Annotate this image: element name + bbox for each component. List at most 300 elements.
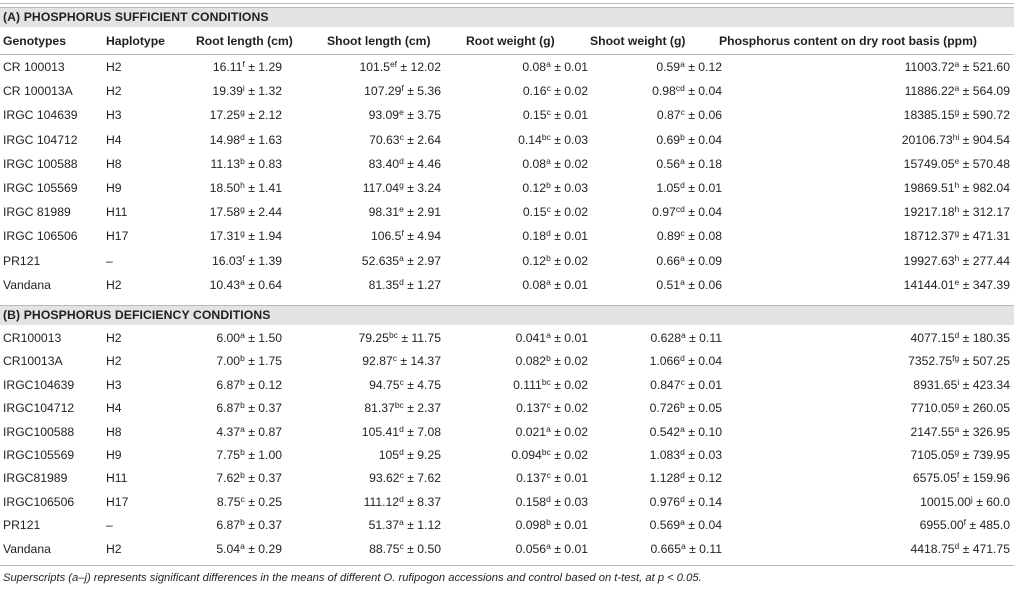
cell-error: ± 485.0 bbox=[966, 518, 1010, 533]
cell-superscript: bc bbox=[388, 330, 398, 340]
cell-superscript: g bbox=[240, 228, 245, 239]
cell-error: ± 2.91 bbox=[403, 205, 441, 220]
shoot-weight-cell bbox=[650, 444, 722, 467]
cell-mean: 105 bbox=[378, 448, 400, 462]
cell-mean: 11886.22 bbox=[904, 84, 955, 99]
shoot-length-cell bbox=[369, 153, 441, 176]
cell-superscript: a bbox=[954, 59, 960, 69]
root-weight-cell bbox=[511, 444, 588, 467]
cell-error: ± 0.03 bbox=[550, 181, 588, 195]
cell-superscript: a bbox=[240, 423, 245, 434]
cell-mean: 0.569 bbox=[649, 518, 681, 533]
cell-superscript: f bbox=[401, 228, 404, 239]
cell-error: ± 0.02 bbox=[550, 448, 588, 462]
cell-mean: 88.75 bbox=[369, 541, 400, 556]
cell-mean: 0.69 bbox=[656, 132, 681, 147]
cell-mean: 0.16 bbox=[522, 84, 547, 99]
cell-mean: 93.09 bbox=[368, 108, 400, 123]
genotype-cell: IRGC104639 bbox=[3, 377, 75, 392]
cell-error: ± 590.72 bbox=[959, 108, 1010, 123]
cell-superscript: f bbox=[963, 517, 967, 528]
cell-error: ± 0.02 bbox=[550, 424, 588, 439]
table-row bbox=[0, 327, 1014, 350]
header-shoot-weight: Shoot weight (g) bbox=[590, 34, 686, 48]
haplotype-cell: H4 bbox=[106, 132, 122, 147]
shoot-weight-cell bbox=[650, 327, 722, 350]
cell-superscript: g bbox=[954, 228, 960, 239]
cell-mean: 18712.37 bbox=[903, 229, 955, 244]
root-weight-cell bbox=[516, 467, 588, 490]
genotype-cell: IRGC100588 bbox=[3, 424, 75, 439]
cell-error: ± 0.29 bbox=[244, 541, 282, 556]
header-rule bbox=[0, 54, 1014, 55]
cell-mean: 0.847 bbox=[650, 377, 681, 392]
cell-superscript: b bbox=[680, 131, 685, 142]
genotype-cell: CR 100013 bbox=[3, 60, 65, 74]
cell-superscript: d bbox=[954, 330, 960, 340]
cell-superscript: a bbox=[240, 330, 245, 340]
cell-mean: 0.726 bbox=[649, 401, 681, 416]
cell-mean: 1.128 bbox=[649, 471, 681, 486]
cell-mean: 0.094 bbox=[511, 448, 542, 462]
root-weight-cell bbox=[516, 350, 588, 373]
cell-superscript: g bbox=[954, 400, 960, 411]
root-length-cell bbox=[216, 421, 282, 444]
cell-error: ± 0.04 bbox=[684, 132, 722, 147]
cell-error: ± 312.17 bbox=[959, 205, 1010, 220]
table-row bbox=[0, 250, 1014, 273]
cell-error: ± 0.06 bbox=[684, 277, 722, 292]
cell-error: ± 8.37 bbox=[403, 494, 441, 509]
phosphorus-cell bbox=[910, 538, 1010, 561]
cell-mean: 51.37 bbox=[368, 518, 400, 533]
shoot-weight-cell bbox=[650, 514, 722, 537]
cell-error: ± 0.03 bbox=[550, 132, 588, 147]
cell-superscript: d bbox=[680, 447, 685, 457]
root-weight-cell bbox=[516, 491, 588, 514]
cell-superscript: c bbox=[546, 400, 551, 411]
shoot-length-cell bbox=[359, 56, 441, 79]
root-weight-cell bbox=[522, 56, 588, 79]
cell-mean: 7.00 bbox=[216, 354, 241, 369]
haplotype-cell: – bbox=[106, 518, 113, 533]
cell-superscript: d bbox=[680, 180, 685, 190]
cell-mean: 0.082 bbox=[515, 354, 547, 369]
cell-superscript: b bbox=[240, 376, 245, 387]
cell-error: ± 326.95 bbox=[959, 424, 1010, 439]
cell-superscript: g bbox=[240, 107, 245, 118]
cell-error: ± 0.01 bbox=[550, 108, 588, 123]
phosphorus-cell bbox=[905, 80, 1010, 103]
cell-superscript: cd bbox=[675, 204, 685, 215]
cell-superscript: b bbox=[680, 400, 685, 411]
cell-error: ± 7.08 bbox=[403, 424, 441, 439]
cell-superscript: d bbox=[954, 540, 960, 551]
cell-error: ± 0.04 bbox=[684, 84, 722, 99]
cell-mean: 6.87 bbox=[216, 377, 241, 392]
genotype-cell: IRGC 81989 bbox=[3, 205, 71, 220]
cell-superscript: bc bbox=[541, 131, 551, 142]
cell-superscript: i bbox=[957, 376, 960, 387]
cell-mean: 7352.75 bbox=[908, 354, 953, 369]
cell-mean: 81.37 bbox=[364, 401, 395, 416]
root-length-cell bbox=[216, 514, 282, 537]
cell-error: ± 0.02 bbox=[550, 205, 588, 220]
cell-mean: 0.542 bbox=[649, 424, 681, 439]
cell-superscript: a bbox=[680, 155, 685, 166]
phosphorus-cell bbox=[904, 274, 1010, 297]
cell-error: ± 0.10 bbox=[684, 424, 722, 439]
cell-superscript: g bbox=[240, 204, 245, 215]
root-weight-cell bbox=[516, 514, 588, 537]
cell-superscript: g bbox=[954, 107, 960, 118]
cell-error: ± 1.63 bbox=[244, 132, 282, 147]
cell-superscript: c bbox=[680, 107, 685, 118]
cell-superscript: g bbox=[399, 180, 404, 190]
cell-mean: 7710.05 bbox=[910, 401, 955, 416]
cell-mean: 0.98 bbox=[652, 84, 676, 99]
cell-error: ± 4.94 bbox=[403, 229, 441, 244]
cell-mean: 14144.01 bbox=[903, 277, 955, 292]
shoot-length-cell bbox=[362, 421, 441, 444]
cell-mean: 1.066 bbox=[649, 354, 681, 369]
cell-superscript: a bbox=[680, 252, 685, 263]
cell-error: ± 570.48 bbox=[959, 156, 1010, 171]
cell-superscript: bc bbox=[541, 376, 551, 387]
cell-mean: 17.25 bbox=[209, 108, 241, 123]
haplotype-cell: H2 bbox=[106, 354, 122, 369]
root-length-cell bbox=[216, 397, 282, 420]
root-length-cell bbox=[216, 350, 282, 373]
cell-superscript: b bbox=[240, 155, 245, 166]
cell-error: ± 14.37 bbox=[397, 354, 441, 369]
phosphorus-cell bbox=[913, 467, 1010, 490]
cell-superscript: d bbox=[399, 276, 404, 287]
cell-error: ± 3.24 bbox=[403, 181, 441, 195]
haplotype-cell: H2 bbox=[106, 84, 122, 99]
cell-superscript: h bbox=[240, 180, 245, 190]
cell-mean: 1.083 bbox=[649, 448, 681, 462]
cell-error: ± 0.01 bbox=[684, 181, 722, 195]
shoot-weight-cell bbox=[650, 538, 722, 561]
table-row bbox=[0, 274, 1014, 297]
cell-error: ± 9.25 bbox=[403, 448, 441, 462]
cell-superscript: b bbox=[546, 353, 551, 364]
table-top-rule bbox=[0, 3, 1014, 4]
cell-superscript: a bbox=[546, 276, 551, 287]
header-genotypes: Genotypes bbox=[3, 34, 66, 48]
cell-superscript: d bbox=[680, 470, 685, 481]
cell-superscript: d bbox=[399, 493, 404, 504]
cell-superscript: a bbox=[546, 540, 551, 551]
root-weight-cell bbox=[516, 327, 588, 350]
root-length-cell bbox=[210, 201, 282, 224]
cell-error: ± 1.94 bbox=[244, 229, 282, 244]
root-length-cell bbox=[212, 80, 282, 103]
cell-error: ± 564.09 bbox=[959, 84, 1010, 99]
cell-mean: 0.97 bbox=[652, 205, 676, 220]
cell-superscript: f bbox=[956, 470, 960, 481]
cell-mean: 4.37 bbox=[216, 424, 241, 439]
cell-superscript: j bbox=[970, 493, 973, 504]
root-length-cell bbox=[216, 467, 282, 490]
cell-mean: 0.665 bbox=[650, 541, 681, 556]
cell-mean: 17.31 bbox=[209, 229, 241, 244]
cell-mean: 0.59 bbox=[656, 60, 681, 74]
cell-superscript: d bbox=[680, 493, 685, 504]
cell-error: ± 1.41 bbox=[244, 181, 282, 195]
table-bottom-rule bbox=[0, 565, 1014, 566]
cell-superscript: a bbox=[680, 330, 686, 340]
cell-superscript: d bbox=[546, 228, 551, 239]
table-row bbox=[0, 421, 1014, 444]
cell-error: ± 2.64 bbox=[403, 132, 441, 147]
cell-mean: 11.13 bbox=[210, 156, 241, 171]
genotype-cell: IRGC106506 bbox=[3, 494, 75, 509]
phosphorus-cell bbox=[908, 350, 1010, 373]
cell-superscript: d bbox=[399, 423, 404, 434]
cell-mean: 14.98 bbox=[209, 132, 241, 147]
cell-error: ± 0.04 bbox=[684, 518, 722, 533]
haplotype-cell: H17 bbox=[106, 494, 129, 509]
cell-superscript: e bbox=[399, 107, 404, 118]
cell-mean: 6.00 bbox=[216, 331, 241, 345]
table-row bbox=[0, 153, 1014, 176]
header-phosphorus: Phosphorus content on dry root basis (ppm) bbox=[719, 34, 977, 48]
section-a-title: (A) PHOSPHORUS SUFFICIENT CONDITIONS bbox=[0, 7, 1014, 27]
cell-error: ± 507.25 bbox=[959, 354, 1010, 369]
header-haplotype: Haplotype bbox=[106, 34, 165, 48]
phosphorus-cell bbox=[904, 104, 1010, 127]
cell-mean: 20106.73 bbox=[901, 132, 953, 147]
cell-superscript: d bbox=[240, 131, 245, 142]
cell-superscript: f bbox=[242, 252, 245, 263]
cell-mean: 19869.51 bbox=[903, 181, 955, 195]
cell-error: ± 0.25 bbox=[244, 494, 282, 509]
cell-error: ± 0.08 bbox=[684, 229, 722, 244]
cell-error: ± 1.27 bbox=[403, 277, 441, 292]
cell-mean: 6.87 bbox=[216, 518, 241, 533]
table-row bbox=[0, 177, 1014, 200]
cell-error: ± 739.95 bbox=[959, 448, 1010, 462]
cell-superscript: d bbox=[680, 353, 685, 364]
shoot-weight-cell bbox=[650, 467, 722, 490]
cell-error: ± 0.02 bbox=[550, 156, 588, 171]
root-weight-cell bbox=[516, 538, 588, 561]
cell-mean: 6.87 bbox=[216, 401, 241, 416]
cell-mean: 92.87 bbox=[362, 354, 393, 369]
cell-mean: 10015.00 bbox=[920, 494, 971, 509]
phosphorus-cell bbox=[910, 421, 1010, 444]
cell-superscript: b bbox=[240, 517, 245, 528]
cell-error: ± 2.44 bbox=[244, 205, 282, 220]
haplotype-cell: H17 bbox=[106, 229, 129, 244]
cell-superscript: c bbox=[399, 540, 404, 551]
cell-error: ± 904.54 bbox=[959, 132, 1010, 147]
cell-error: ± 0.87 bbox=[244, 424, 282, 439]
cell-mean: 10.43 bbox=[209, 277, 241, 292]
root-weight-cell bbox=[522, 153, 588, 176]
genotype-cell: CR10013A bbox=[3, 354, 63, 369]
header-shoot-length: Shoot length (cm) bbox=[327, 34, 431, 48]
cell-error: ± 0.83 bbox=[244, 156, 282, 171]
shoot-weight-cell bbox=[650, 350, 722, 373]
genotype-cell: IRGC 106506 bbox=[3, 229, 78, 244]
cell-error: ± 0.03 bbox=[684, 448, 722, 462]
cell-superscript: g bbox=[954, 447, 960, 457]
cell-mean: 101.5 bbox=[359, 60, 390, 74]
cell-error: ± 4.46 bbox=[403, 156, 441, 171]
root-weight-cell bbox=[523, 104, 588, 127]
root-weight-cell bbox=[522, 177, 588, 200]
cell-error: ± 0.12 bbox=[244, 377, 282, 392]
haplotype-cell: H11 bbox=[106, 205, 128, 220]
cell-mean: 11003.72 bbox=[904, 60, 955, 74]
cell-error: ± 0.18 bbox=[684, 156, 722, 171]
shoot-length-cell bbox=[369, 374, 441, 397]
cell-superscript: c bbox=[546, 107, 551, 118]
cell-mean: 0.89 bbox=[656, 229, 681, 244]
table-row bbox=[0, 350, 1014, 373]
cell-superscript: c bbox=[399, 376, 404, 387]
cell-error: ± 180.35 bbox=[959, 331, 1010, 345]
root-length-cell bbox=[216, 444, 282, 467]
genotype-cell: PR121 bbox=[3, 518, 41, 533]
cell-superscript: a bbox=[546, 423, 551, 434]
cell-mean: 18.50 bbox=[209, 181, 241, 195]
cell-error: ± 0.01 bbox=[550, 60, 588, 74]
cell-mean: 16.03 bbox=[211, 253, 243, 268]
cell-error: ± 0.01 bbox=[550, 331, 588, 345]
table-row bbox=[0, 491, 1014, 514]
cell-superscript: h bbox=[954, 180, 960, 190]
root-length-cell bbox=[210, 153, 282, 176]
phosphorus-cell bbox=[904, 153, 1010, 176]
cell-superscript: fg bbox=[952, 353, 960, 364]
genotype-cell: IRGC 100588 bbox=[3, 156, 78, 171]
haplotype-cell: H2 bbox=[106, 331, 122, 345]
cell-error: ± 0.11 bbox=[685, 331, 722, 345]
shoot-weight-cell bbox=[650, 374, 722, 397]
haplotype-cell: H3 bbox=[106, 377, 122, 392]
cell-mean: 19217.18 bbox=[903, 205, 955, 220]
cell-mean: 0.158 bbox=[515, 494, 547, 509]
cell-mean: 7.75 bbox=[216, 448, 241, 462]
phosphorus-cell bbox=[920, 491, 1010, 514]
haplotype-cell: H8 bbox=[106, 156, 122, 171]
cell-error: ± 5.36 bbox=[403, 84, 441, 99]
cell-mean: 2147.55 bbox=[910, 424, 955, 439]
phosphorus-cell bbox=[902, 129, 1010, 152]
cell-mean: 0.12 bbox=[522, 253, 547, 268]
cell-superscript: hi bbox=[952, 131, 960, 142]
table-row bbox=[0, 129, 1014, 152]
cell-error: ± 7.62 bbox=[403, 471, 441, 486]
cell-superscript: f bbox=[401, 83, 404, 94]
cell-mean: 111.12 bbox=[363, 494, 400, 509]
shoot-length-cell bbox=[369, 467, 441, 490]
cell-mean: 83.40 bbox=[368, 156, 400, 171]
phosphorus-cell bbox=[910, 444, 1010, 467]
table-row bbox=[0, 538, 1014, 561]
cell-error: ± 0.11 bbox=[685, 541, 722, 556]
shoot-weight-cell bbox=[656, 250, 722, 273]
cell-error: ± 0.02 bbox=[550, 354, 588, 369]
cell-superscript: bc bbox=[394, 400, 404, 411]
cell-error: ± 0.02 bbox=[550, 377, 588, 392]
cell-mean: 94.75 bbox=[369, 377, 400, 392]
cell-mean: 6575.05 bbox=[912, 471, 957, 486]
cell-mean: 0.15 bbox=[522, 205, 547, 220]
cell-superscript: a bbox=[546, 155, 551, 166]
haplotype-cell: H11 bbox=[106, 471, 128, 486]
cell-error: ± 982.04 bbox=[959, 181, 1010, 195]
cell-error: ± 4.75 bbox=[403, 377, 441, 392]
cell-mean: 19927.63 bbox=[903, 253, 955, 268]
genotype-cell: IRGC104712 bbox=[3, 401, 75, 416]
cell-error: ± 1.50 bbox=[244, 331, 282, 345]
table-row bbox=[0, 104, 1014, 127]
root-length-cell bbox=[216, 327, 282, 350]
shoot-length-cell bbox=[362, 250, 441, 273]
cell-mean: 17.58 bbox=[209, 205, 241, 220]
phosphorus-cell bbox=[904, 201, 1010, 224]
haplotype-cell: H9 bbox=[106, 448, 122, 462]
cell-error: ± 0.04 bbox=[684, 354, 722, 369]
shoot-weight-cell bbox=[656, 274, 722, 297]
cell-superscript: d bbox=[546, 493, 551, 504]
cell-error: ± 0.50 bbox=[403, 541, 441, 556]
root-weight-cell bbox=[523, 201, 588, 224]
cell-error: ± 2.12 bbox=[244, 108, 282, 123]
haplotype-cell: H2 bbox=[106, 541, 122, 556]
shoot-length-cell bbox=[369, 129, 441, 152]
cell-error: ± 0.04 bbox=[684, 205, 722, 220]
cell-error: ± 3.75 bbox=[403, 108, 441, 123]
root-weight-cell bbox=[522, 274, 588, 297]
cell-superscript: a bbox=[954, 423, 960, 434]
table-row bbox=[0, 225, 1014, 248]
cell-superscript: c bbox=[392, 353, 398, 364]
phosphorus-cell bbox=[913, 374, 1010, 397]
cell-superscript: a bbox=[399, 252, 404, 263]
cell-mean: 0.137 bbox=[516, 471, 547, 486]
table-row bbox=[0, 201, 1014, 224]
cell-error: ± 0.02 bbox=[550, 253, 588, 268]
haplotype-cell: H2 bbox=[106, 60, 122, 74]
cell-superscript: c bbox=[546, 83, 551, 94]
cell-error: ± 0.01 bbox=[550, 518, 588, 533]
cell-superscript: c bbox=[680, 228, 685, 239]
root-length-cell bbox=[210, 104, 282, 127]
table-row bbox=[0, 56, 1014, 79]
cell-error: ± 0.09 bbox=[684, 253, 722, 268]
shoot-weight-cell bbox=[657, 225, 722, 248]
cell-superscript: c bbox=[399, 470, 404, 481]
cell-error: ± 0.02 bbox=[550, 84, 588, 99]
cell-mean: 0.15 bbox=[522, 108, 547, 123]
genotype-cell: IRGC 105569 bbox=[3, 181, 78, 195]
cell-mean: 93.62 bbox=[369, 471, 400, 486]
cell-mean: 0.08 bbox=[522, 277, 547, 292]
phosphorus-cell bbox=[910, 397, 1010, 420]
cell-error: ± 0.05 bbox=[684, 401, 722, 416]
cell-superscript: a bbox=[680, 276, 685, 287]
cell-error: ± 277.44 bbox=[959, 253, 1010, 268]
cell-error: ± 60.0 bbox=[972, 494, 1010, 509]
cell-mean: 0.111 bbox=[513, 377, 542, 392]
genotype-cell: CR100013 bbox=[3, 331, 62, 345]
